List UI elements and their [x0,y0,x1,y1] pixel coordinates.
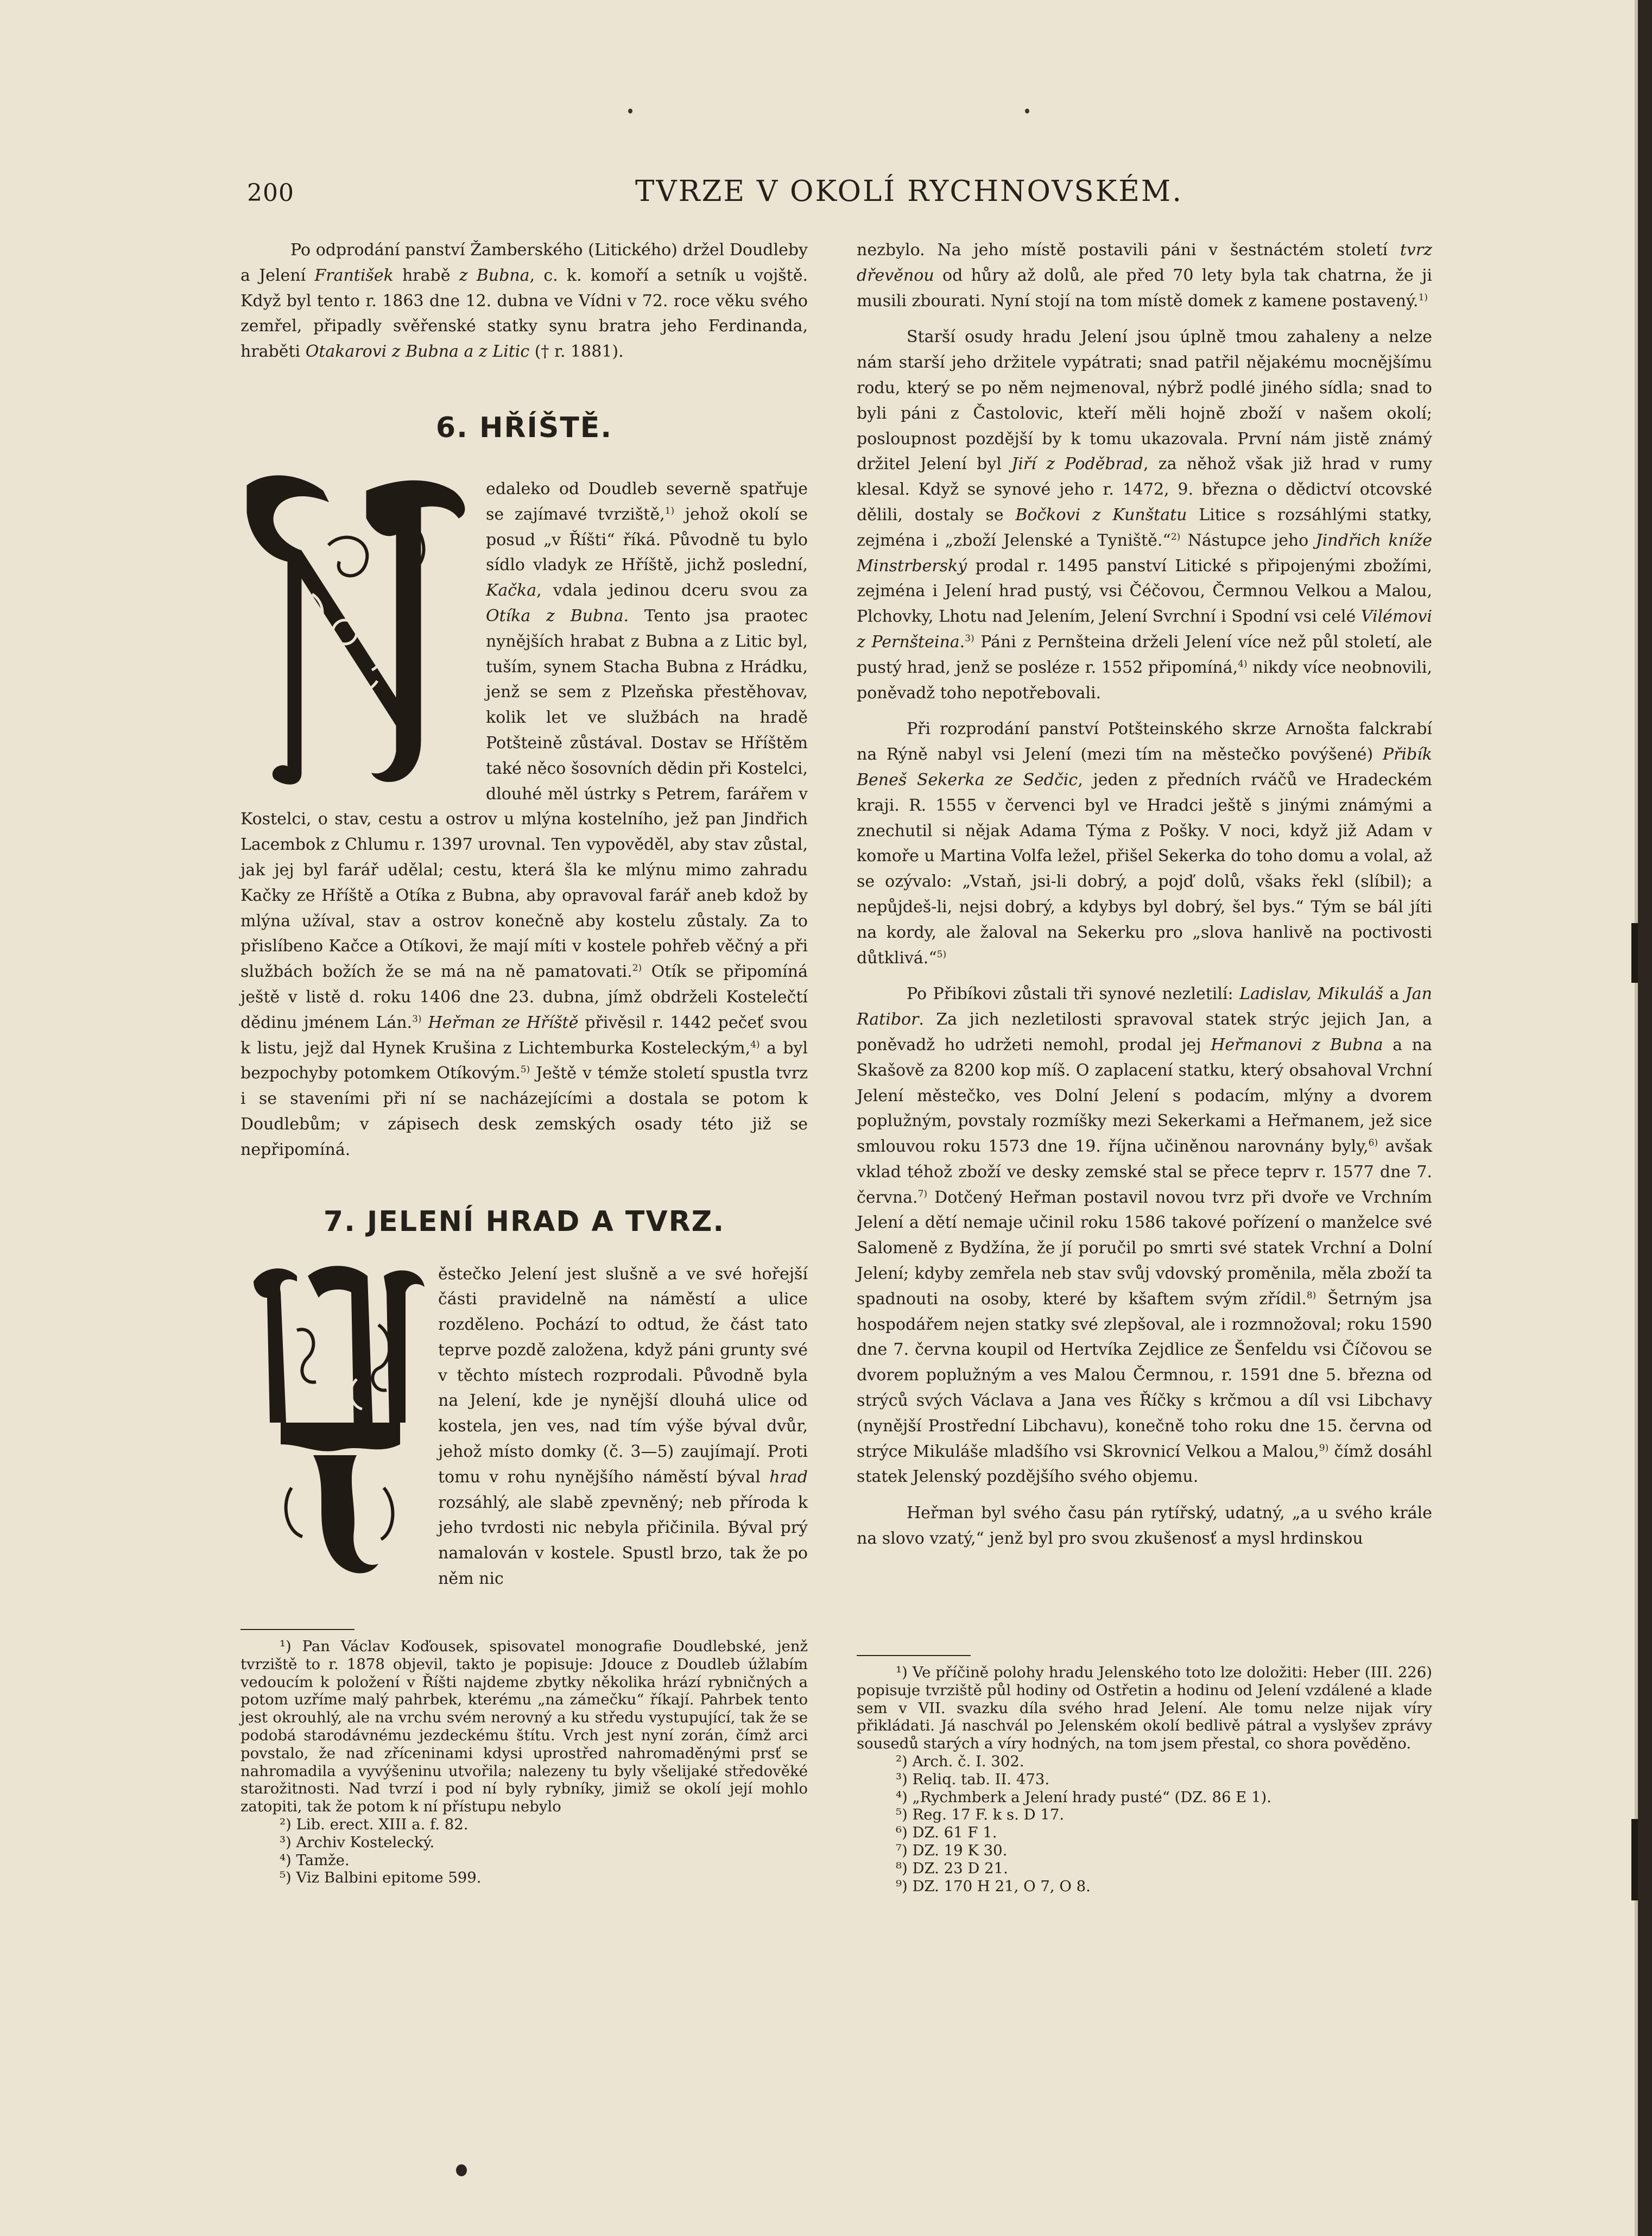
section-hriste-body [240,477,808,1163]
footnote: ³) Archiv Kostelecký. [280,1833,435,1851]
text-run: Šetrným jsa hospodářem nejen statky své zlepšoval, ale i rozmnožoval; roku 1590 dne 7. června koupil od Hertvíka Zejdlice ze Šenfeldu vsi Číčovou se dvorem poplužným a ves Malou Čermnou, r. 1591 dne 5. března od strýců svých Václava a Jana ves Říčky s krčmou a díl vsi Libchavy (nynější Prostřední Libchavu), konečně toho roku dne 15. června od strýce Mikuláše mladšího vsi Skrovnicí Velkou a Malou, [857,1289,1432,1461]
text-run: . [959,632,965,652]
footnote-ref: 4) [750,1039,760,1050]
footnote-ref: 6) [1368,1138,1378,1149]
italic-name: Otakarovi z Bubna a z Litic [305,342,530,362]
text-run: a byl bezpochyby potomkem Otíkovým. [240,1038,808,1083]
footnote-ref: 4) [1238,658,1248,669]
footnote-ref: 1) [1418,292,1428,303]
paper-speck [628,109,632,113]
italic-name: Heřmanovi z Bubna [1211,1035,1383,1054]
text-run: , za něhož však již hrad v rumy klesal. Když se synové jeho r. 1472, 9. března o dědictví otcovské dělili, dostaly se [857,454,1432,525]
intro-paragraph [240,238,808,365]
text-run: jehož okolí se posud „v Říšti“ říká. Původně tu bylo sídlo vladyk ze Hříště, jichž poslední, [486,504,808,575]
text-run [422,1013,428,1032]
text-run: († r. 1881). [529,342,624,362]
italic-name: Otíka z Bubna [486,606,624,626]
footnote: ²) Lib. erect. XIII a. f. 82. [280,1815,469,1833]
italic-name: Jindřich kníže Minstrberský [857,530,1432,576]
text-run: od hůry až dolů, ale před 70 lety byla tak chatrna, že ji musili zbourati. Nyní stojí na tom místě domek z kamene postavený. [857,266,1432,311]
text-run: edaleko od Doudleb severně spatřuje se zajímavé tvrziště, [486,479,808,524]
text-run: . Tento jsa praotec nynějších hrabat z Bubna a z Litic byl, tuším, synem Stacha Bubna z Hrádku, jenž se sem z Plzeňska přestěhovav, kolik let ve službách na hradě Potšteině zůstával. Dostav se Hříštěm také něco šosovních dědin při Kostelci, dlouhé měl ústrky s Petrem, farářem v Kostelci, o stav, cestu a ostrov u mlýna kostelního, jež pan Jindřich Lacembok z Chlumu r. 1397 urovnal. Ten vypověděl, aby stav zůstal, jak jej byl farář udělal; cestu, která šla ke mlýnu mimo zahradu Kačky ze Hříště a Otíka z Bubna, aby opravoval farář aneb kdož by mlýna užíval, stav a ostrov konečně aby kostelu zůstaly. Za to přislíbeno Kačce a Otíkovi, že mají míti v kostele pohřeb věčný a při službách božích že se má na ně pamatovati. [240,606,808,982]
text-run: Otík se připomíná ještě v listě d. roku 1406 dne 23. dubna, jímž obdrželi Kostelečtí dědinu jménem Lán. [240,962,808,1032]
footnote: ³) Reliq. tab. II. 473. [896,1770,1050,1788]
footnote: ⁸) DZ. 23 D 21. [896,1859,1008,1877]
footnote: ¹) Pan Václav Koďousek, spisovatel monografie Doudlebské, jenž tvrziště to r. 1878 objevil, takto je popisuje: Jdouce z Doudleb úžlabím vedoucím k položení v Říšti najdeme zbytky několika hrází rybničných a potom uzříme malý pahrbek, kterému „na zámečku“ říkají. Pahrbek tento jest okrouhlý, ale na vrchu svém nerovný a ku středu vystupující, tak že se podobá starodávnému jezdeckému štítu. Vrch jest nyní zorán, čímž arci povstalo, že nad zříceninami kdysi uprostřed nahromaděnými prsť se nahromadila a vyvýšeninu utvořila; nalezeny tu byly všelijaké středověké starožitnosti. Nad tvrzí i pod ní byly rybníky, jimiž se okolí její mohlo zatopiti, tak že potom k ní přístupu nebylo [240,1638,808,1816]
paragraph [857,1501,1432,1552]
paragraph [857,982,1432,1490]
page-number: 200 [247,179,294,207]
footnote-ref: 3) [412,1013,422,1025]
footnote: ⁵) Reg. 17 F. k s. D 17. [896,1806,1065,1824]
text-run: Dotčený Heřman postavil novou tvrz při dvoře ve Vrchním Jelení a dětí nemaje učinil roku 1586 takové pořízení o manželce své Salomeně z Bydžína, že jí poručil po smrti své statek Vrchní a Dolní Jelení; kdyby zemřela neb stav svůj vdovský proměnila, měla zboží ta spadnouti na osoby, které by kšaftem svým zřídil. [857,1188,1432,1309]
text-run: Po Přibíkovi zůstali tři synové nezletilí: [907,984,1240,1004]
text-run: nezbylo. Na jeho místě postavili páni v šestnáctém století [857,241,1400,260]
ornamental-initial-n-icon [236,469,475,789]
footnote: ⁵) Viz Balbini epitome 599. [280,1869,482,1887]
text-run: a [1383,984,1406,1004]
footnote-ref: 5) [936,949,947,960]
footnote-ref: 9) [1319,1442,1329,1454]
italic-name: František [314,266,394,285]
ornamental-initial-m-icon [248,1260,427,1586]
italic-name: Ladislav, Mikuláš [1239,984,1383,1004]
footnote: ⁷) DZ. 19 K 30. [896,1841,1008,1859]
text-run: Při rozprodání panství Potšteinského skrze Arnošta falckrabí na Rýně nabyl vsi Jelení (mezi tím na městečko povýšené) [857,719,1432,765]
edge-mark [1631,1819,1638,1900]
paper-speck [456,2164,467,2176]
italic-name: Bočkovi z Kunštatu [1015,505,1187,525]
text-run: Ještě v témže století spustla tvrz i se staveními při ní se nacházejícími a dostala se potom k Doudlebům; v zápisech desk zemských osady této již se nepřipomíná. [240,1064,808,1159]
text-run: prodal r. 1495 panství Litické s připojenými zbožími, zejména i Jelení hrad pustý, vsi Čéčovou, Čermnou Velkou a Malou, Plchovky, Lhotu nad Jelením, Jelení Svrchní i Spodní vsi celé [857,556,1432,627]
paragraph [857,717,1432,971]
italic-name: Jiří z Poděbrad [1011,454,1144,474]
italic-name: Jan Ratibor [857,984,1432,1029]
footnotes-left [240,1629,808,1887]
footnote: ¹) Ve příčině polohy hradu Jelenského toto lze doložiti: Heber (III. 226) popisuje tvrziště půl hodiny od Ostřetin a hodinu od Jelení vzdálené a klade sem v VII. svazku díla svého hrad Jelení. Ale tomu nelze nijak víry přikládati. Já naschvál po Jelenském okolí bedlivě pátral a vyslyšev zprávy sousedů starých a víry hodných, na tom jsem přestal, co shora pověděno. [857,1664,1432,1753]
text-run: rozsáhlý, ale slabě zpevněný; neb příroda k jeho tvrdosti nic nebyla přičinila. Býval prý namalován v kostele. Spustl brzo, tak že po něm nic [438,1493,808,1589]
italic-name: Vilémovi z Pernšteina [857,607,1432,652]
footnote-ref: 2) [1170,531,1181,542]
paragraph [857,238,1432,314]
right-column [857,238,1432,1617]
text-run: Starší osudy hradu Jelení jsou úplně tmou zahaleny a nelze nám starší jeho držitele vypátrati; snad patřil nějakému mocnějšímu rodu, který se po něm nejmenoval, nýbrž podlé jiného sídla; snad to byli páni z Častolovic, kteří měli hojně zboží v našem okolí; posloupnost pozdější by k tomu ukazovala. První nám jistě známý držitel Jelení byl [857,327,1432,474]
paragraph [857,325,1432,706]
text-run: , vdala jedinou dceru svou za [536,581,808,601]
italic-name: tvrz dřevěnou [857,241,1432,285]
section-jeleni-body [240,1262,808,1592]
footnote: ⁴) „Rychmberk a Jelení hrady pusté“ (DZ. 86 E 1). [896,1788,1271,1806]
text-run: Po odprodání panství Žamberského (Litického) držel Doudleby a Jelení [240,241,808,285]
text-run: přivěsil r. 1442 pečeť svou k listu, jejž dal Hynek Krušina z Lichtemburka Kosteleckým, [240,1013,808,1058]
footnote: ⁶) DZ. 61 F 1. [896,1824,997,1842]
text-run: . Za jich nezletilosti spravoval statek strýc jejich Jan, a poněvadž ho udržeti nemohl, prodal jej [857,1010,1432,1054]
text-run: avšak vklad téhož zboží ve desky zemské stal se přece teprv r. 1577 dne 7. června. [857,1137,1432,1207]
paper-speck [1025,109,1029,113]
text-run: Nástupce jeho [1180,530,1316,550]
italic-name: Heřman ze Hříště [428,1013,579,1032]
text-run: Litice s rozsáhlými statky, zejména i „zboží Jelenské a Tyniště.“ [857,505,1433,550]
text-run: nikdy více neobnovili, poněvadž toho nepotřebovali. [857,658,1432,703]
italic-name: Přibík Beneš Sekerka ze Sedčic [857,745,1432,789]
footnote-separator [857,1655,971,1656]
footnote-ref: 5) [520,1064,530,1076]
page-edge [1638,0,1652,2236]
section-heading-jeleni: 7. JELENÍ HRAD A TVRZ. [323,1205,725,1238]
italic-name: Kačka [486,581,537,601]
text-run: a na Skašově za 8200 kop míš. O zaplacení statku, který obsahoval Vrchní Jelení městečko, ves Dolní Jelení s podacím, mlýny a dvorem poplužným, povstaly rozmíšky mezi Sekerkami a Heřmanem, jež sice smlouvou roku 1573 dne 19. října učiněnou narovnány byly, [857,1035,1433,1157]
footnote-ref: 1) [664,505,675,516]
footnote: ⁴) Tamže. [280,1851,350,1869]
text-run: , jeden z předních rváčů ve Hradeckém kraji. R. 1555 v červenci byl ve Hradci ještě s jinými známými a znechutil si nějak Adama Týma z Pošky. V noci, když již Adam v komoře u Martina Volfa ležel, přišel Sekerka do toho domu a volal, až se ozývalo: „Vstaň, jsi-li dobrý, a pojď dolů, všaks řekl (slíbil); a nepůjdeš-li, nejsi dobrý, a kdybys byl dobrý, šel bys.“ Tým se bál jíti na kordy, ale žaloval na Sekerku pro „slova hanlivě na poctivosti důtklivá.“ [857,770,1432,968]
footnotes-right [857,1655,1432,1895]
text-run: Páni z Pernšteina drželi Jelení více než půl století, ale pustý hrad, jenž se posléze r. 1552 připomíná, [857,632,1432,677]
footnote-ref: 2) [632,963,642,974]
footnote-ref: 7) [917,1188,928,1199]
italic-name: z Bubna [459,266,530,285]
left-column [240,238,808,1785]
text-run: hrabě [393,266,459,285]
running-head: TVRZE V OKOLÍ RYCHNOVSKÉM. [635,175,1183,208]
footnote: ²) Arch. č. I. 302. [896,1752,1024,1770]
text-run: Heřman byl svého času pán rytířský, udatný, „a u svého krále na slovo vzatý,“ jenž byl pro svou zkušenosť a mysl hrdinskou [857,1504,1432,1549]
section-heading-hriste: 6. HŘÍŠTĚ. [435,411,613,444]
footnote-ref: 3) [965,633,974,644]
text-run: ěstečko Jelení jest slušně a ve své hořejší části pravidelně na náměstí a ulice rozděleno. Pochází to odtud, že část tato teprve pozdě založena, když páni grunty své v těchto místech rozprodali. Původně byla na Jelení, kde je nynější dlouhá ulice od kostela, jen ves, nad tím výše býval dvůr, jehož místo domky (č. 3—5) zaujímají. Proti tomu v rohu nynějšího náměstí býval [438,1264,808,1487]
edge-mark [1631,923,1638,983]
footnote-ref: 8) [1306,1290,1316,1301]
text-run: , c. k. komoří a setník u vojště. Když byl tento r. 1863 dne 12. dubna ve Vídni v 72. roce věku svého zemřel, připadly svěřenské statky synu bratra jeho Ferdinanda, hraběti [240,266,808,362]
page-header [0,168,1629,212]
footnote: ⁹) DZ. 170 H 21, O 7, O 8. [896,1877,1091,1895]
footnote-separator [240,1629,355,1630]
text-run: čímž dosáhl statek Jelenský pozdějšího svého objemu. [857,1442,1433,1487]
italic-name: hrad [769,1467,808,1487]
